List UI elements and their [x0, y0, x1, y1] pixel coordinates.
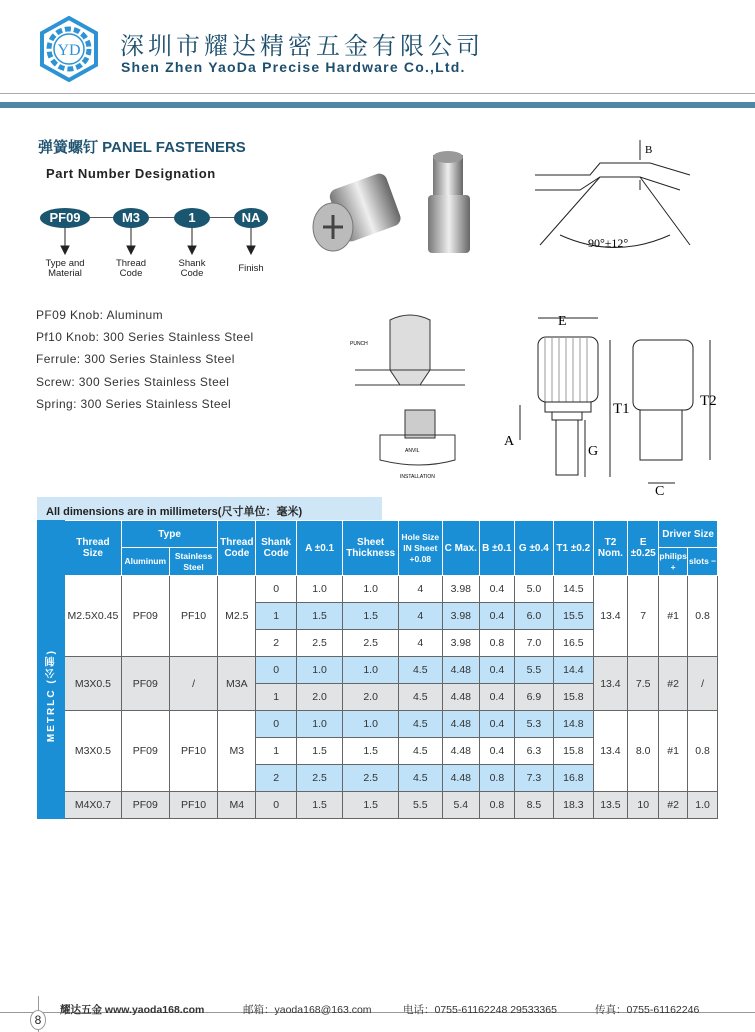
- code-pill: PF09: [40, 208, 90, 228]
- table-cell: 2.5: [296, 765, 342, 792]
- dim-e-label: E: [558, 314, 567, 329]
- column-header: Hole Size IN Sheet +0.08: [399, 521, 442, 576]
- divider: [0, 93, 755, 94]
- table-note: All dimensions are in millimeters(尺寸单位：毫米): [46, 506, 303, 518]
- cell-t2: 13.5: [593, 792, 628, 819]
- table-cell: 14.5: [554, 576, 593, 603]
- table-cell: 1.5: [343, 603, 399, 630]
- table-cell: 0: [256, 711, 297, 738]
- table-cell: 18.3: [554, 792, 593, 819]
- table-cell: 0.8: [480, 765, 515, 792]
- cell-slots: /: [688, 657, 718, 711]
- table-row: [38, 711, 718, 738]
- table-cell: 4: [399, 576, 442, 603]
- code-pill: 1: [174, 208, 210, 228]
- column-header: Driver Size: [659, 521, 718, 548]
- table-cell: 4.48: [442, 711, 480, 738]
- cell-e: 7: [628, 576, 659, 657]
- column-header: G ±0.4: [514, 521, 553, 576]
- cell-e: 7.5: [628, 657, 659, 711]
- footer-email: 邮箱：yaoda168@163.com: [243, 1004, 372, 1016]
- table-cell: 4.5: [399, 711, 442, 738]
- cell-thread-size: M2.5X0.45: [65, 576, 122, 657]
- cell-stainless: PF10: [169, 792, 218, 819]
- table-cell: 1.5: [296, 738, 342, 765]
- punch-label: PUNCH: [350, 341, 368, 347]
- table-cell: 7.0: [514, 630, 553, 657]
- table-row: [38, 792, 718, 819]
- cell-philips: #2: [659, 792, 688, 819]
- table-cell: 3.98: [442, 630, 480, 657]
- header-bar: [0, 102, 755, 108]
- footer-fax: 传真：0755-61162246: [595, 1004, 700, 1016]
- arrows: [30, 228, 270, 258]
- table-cell: 1.5: [296, 792, 342, 819]
- table-cell: 0.4: [480, 576, 515, 603]
- material-line: Pf10 Knob: 300 Series Stainless Steel: [36, 330, 254, 344]
- angle-label: 90°±12°: [588, 236, 629, 250]
- table-cell: 2.5: [343, 765, 399, 792]
- code-label: Thread Code: [115, 258, 147, 279]
- cell-aluminum: PF09: [121, 576, 169, 657]
- svg-text:YD: YD: [57, 42, 81, 59]
- table-cell: 4.5: [399, 765, 442, 792]
- material-line: Screw: 300 Series Stainless Steel: [36, 375, 230, 389]
- dim-g-label: G: [588, 444, 599, 459]
- column-header: B ±0.1: [480, 521, 515, 576]
- column-header: slots −: [688, 548, 718, 576]
- table-cell: 1.5: [296, 603, 342, 630]
- cell-aluminum: PF09: [121, 711, 169, 792]
- dim-b-label: B: [645, 144, 653, 156]
- table-cell: 7.3: [514, 765, 553, 792]
- table-cell: 6.3: [514, 738, 553, 765]
- cell-thread-code: M2.5: [218, 576, 256, 657]
- table-cell: 0.4: [480, 657, 515, 684]
- table-cell: 15.8: [554, 684, 593, 711]
- table-cell: 15.5: [554, 603, 593, 630]
- page-number: 8: [30, 1010, 46, 1030]
- table-cell: 5.5: [399, 792, 442, 819]
- cell-thread-size: M4X0.7: [65, 792, 122, 819]
- page-title: 弹簧螺钉 PANEL FASTENERS: [38, 139, 246, 156]
- table-cell: 5.5: [514, 657, 553, 684]
- table-row: [38, 576, 718, 603]
- table-cell: 3.98: [442, 576, 480, 603]
- code-pill: M3: [113, 208, 149, 228]
- cell-slots: 0.8: [688, 576, 718, 657]
- table-row: [38, 657, 718, 684]
- cell-aluminum: PF09: [121, 657, 169, 711]
- cell-e: 10: [628, 792, 659, 819]
- table-cell: 2.0: [343, 684, 399, 711]
- table-cell: 0.8: [480, 792, 515, 819]
- table-cell: 5.4: [442, 792, 480, 819]
- cell-t2: 13.4: [593, 657, 628, 711]
- table-cell: 1.0: [343, 657, 399, 684]
- cell-t2: 13.4: [593, 576, 628, 657]
- spec-table: [37, 520, 718, 819]
- cell-thread-code: M3: [218, 711, 256, 792]
- table-cell: 0: [256, 657, 297, 684]
- table-cell: 4.48: [442, 684, 480, 711]
- column-header: C Max.: [442, 521, 480, 576]
- column-header: A ±0.1: [296, 521, 342, 576]
- table-cell: 3.98: [442, 603, 480, 630]
- table-cell: 2.5: [343, 630, 399, 657]
- company-name-en: Shen Zhen YaoDa Precise Hardware Co.,Ltd.: [121, 59, 466, 75]
- code-label: Type and Material: [45, 258, 85, 279]
- table-cell: 0.4: [480, 603, 515, 630]
- cell-stainless: PF10: [169, 576, 218, 657]
- footer-website: 耀达五金 www.yaoda168.com: [60, 1004, 205, 1016]
- table-cell: 0.4: [480, 738, 515, 765]
- cell-philips: #2: [659, 657, 688, 711]
- countersink-diagram: [530, 135, 700, 260]
- column-header: Shank Code: [256, 521, 297, 576]
- table-cell: 1.0: [296, 657, 342, 684]
- table-cell: 2.0: [296, 684, 342, 711]
- installation-diagram: [345, 310, 475, 485]
- product-photo: [305, 145, 480, 260]
- table-cell: 1.5: [343, 792, 399, 819]
- cell-stainless: /: [169, 657, 218, 711]
- column-header: Stainless Steel: [169, 548, 218, 576]
- table-cell: 1.0: [296, 576, 342, 603]
- table-cell: 4.5: [399, 684, 442, 711]
- table-cell: 1.0: [343, 711, 399, 738]
- installation-label: INSTALLATION: [400, 474, 435, 480]
- cell-stainless: PF10: [169, 711, 218, 792]
- metric-side-label: METRLC (公制): [38, 576, 65, 819]
- cell-e: 8.0: [628, 711, 659, 792]
- table-cell: 16.5: [554, 630, 593, 657]
- table-cell: 1.5: [343, 738, 399, 765]
- cell-philips: #1: [659, 576, 688, 657]
- table-cell: 0.8: [480, 630, 515, 657]
- column-header: Thread Size: [65, 521, 122, 576]
- table-cell: 4: [399, 603, 442, 630]
- part-number-heading: Part Number Designation: [46, 166, 216, 181]
- anvil-label: ANVIL: [405, 448, 420, 454]
- cell-thread-size: M3X0.5: [65, 657, 122, 711]
- table-cell: 1.0: [343, 576, 399, 603]
- dim-t2-label: T2: [700, 393, 717, 409]
- column-header: Sheet Thickness: [343, 521, 399, 576]
- table-cell: 0.4: [480, 684, 515, 711]
- column-header: T2 Nom.: [593, 521, 628, 576]
- table-cell: 2.5: [296, 630, 342, 657]
- table-cell: 15.8: [554, 738, 593, 765]
- table-cell: 4.5: [399, 657, 442, 684]
- column-header: T1 ±0.2: [554, 521, 593, 576]
- dimension-drawing: [500, 305, 730, 500]
- table-cell: 0: [256, 792, 297, 819]
- cell-aluminum: PF09: [121, 792, 169, 819]
- cell-thread-code: M3A: [218, 657, 256, 711]
- table-cell: 1: [256, 738, 297, 765]
- table-cell: 4.5: [399, 738, 442, 765]
- dim-c-label: C: [655, 484, 665, 499]
- material-line: Spring: 300 Series Stainless Steel: [36, 397, 232, 411]
- cell-t2: 13.4: [593, 711, 628, 792]
- column-header: Aluminum: [121, 548, 169, 576]
- table-cell: 4.48: [442, 765, 480, 792]
- material-line: Ferrule: 300 Series Stainless Steel: [36, 352, 235, 366]
- table-cell: 6.0: [514, 603, 553, 630]
- cell-thread-size: M3X0.5: [65, 711, 122, 792]
- footer-phone: 电话：0755-61162248 29533365: [403, 1004, 557, 1016]
- column-header: Thread Code: [218, 521, 256, 576]
- dim-t1-label: T1: [613, 401, 630, 417]
- table-cell: 0: [256, 576, 297, 603]
- cell-slots: 0.8: [688, 711, 718, 792]
- cell-slots: 1.0: [688, 792, 718, 819]
- company-name-cn: 深圳市耀达精密五金有限公司: [120, 32, 484, 60]
- table-cell: 6.9: [514, 684, 553, 711]
- column-header: Type: [121, 521, 218, 548]
- table-cell: 1: [256, 603, 297, 630]
- code-pill: NA: [234, 208, 268, 228]
- column-header: philips +: [659, 548, 688, 576]
- column-header: [38, 521, 65, 576]
- table-cell: 8.5: [514, 792, 553, 819]
- table-cell: 4.48: [442, 738, 480, 765]
- dim-a-label: A: [504, 434, 515, 449]
- table-cell: 1: [256, 684, 297, 711]
- table-cell: 16.8: [554, 765, 593, 792]
- column-header: E ±0.25: [628, 521, 659, 576]
- code-label: Shank Code: [178, 258, 206, 279]
- table-cell: 14.4: [554, 657, 593, 684]
- material-line: PF09 Knob: Aluminum: [36, 308, 163, 322]
- table-cell: 1.0: [296, 711, 342, 738]
- table-cell: 2: [256, 630, 297, 657]
- table-cell: 0.4: [480, 711, 515, 738]
- table-cell: 14.8: [554, 711, 593, 738]
- table-cell: 2: [256, 765, 297, 792]
- table-cell: 4: [399, 630, 442, 657]
- table-cell: 4.48: [442, 657, 480, 684]
- company-logo: [38, 16, 100, 82]
- code-label: Finish: [238, 263, 264, 274]
- table-cell: 5.3: [514, 711, 553, 738]
- cell-philips: #1: [659, 711, 688, 792]
- table-cell: 5.0: [514, 576, 553, 603]
- cell-thread-code: M4: [218, 792, 256, 819]
